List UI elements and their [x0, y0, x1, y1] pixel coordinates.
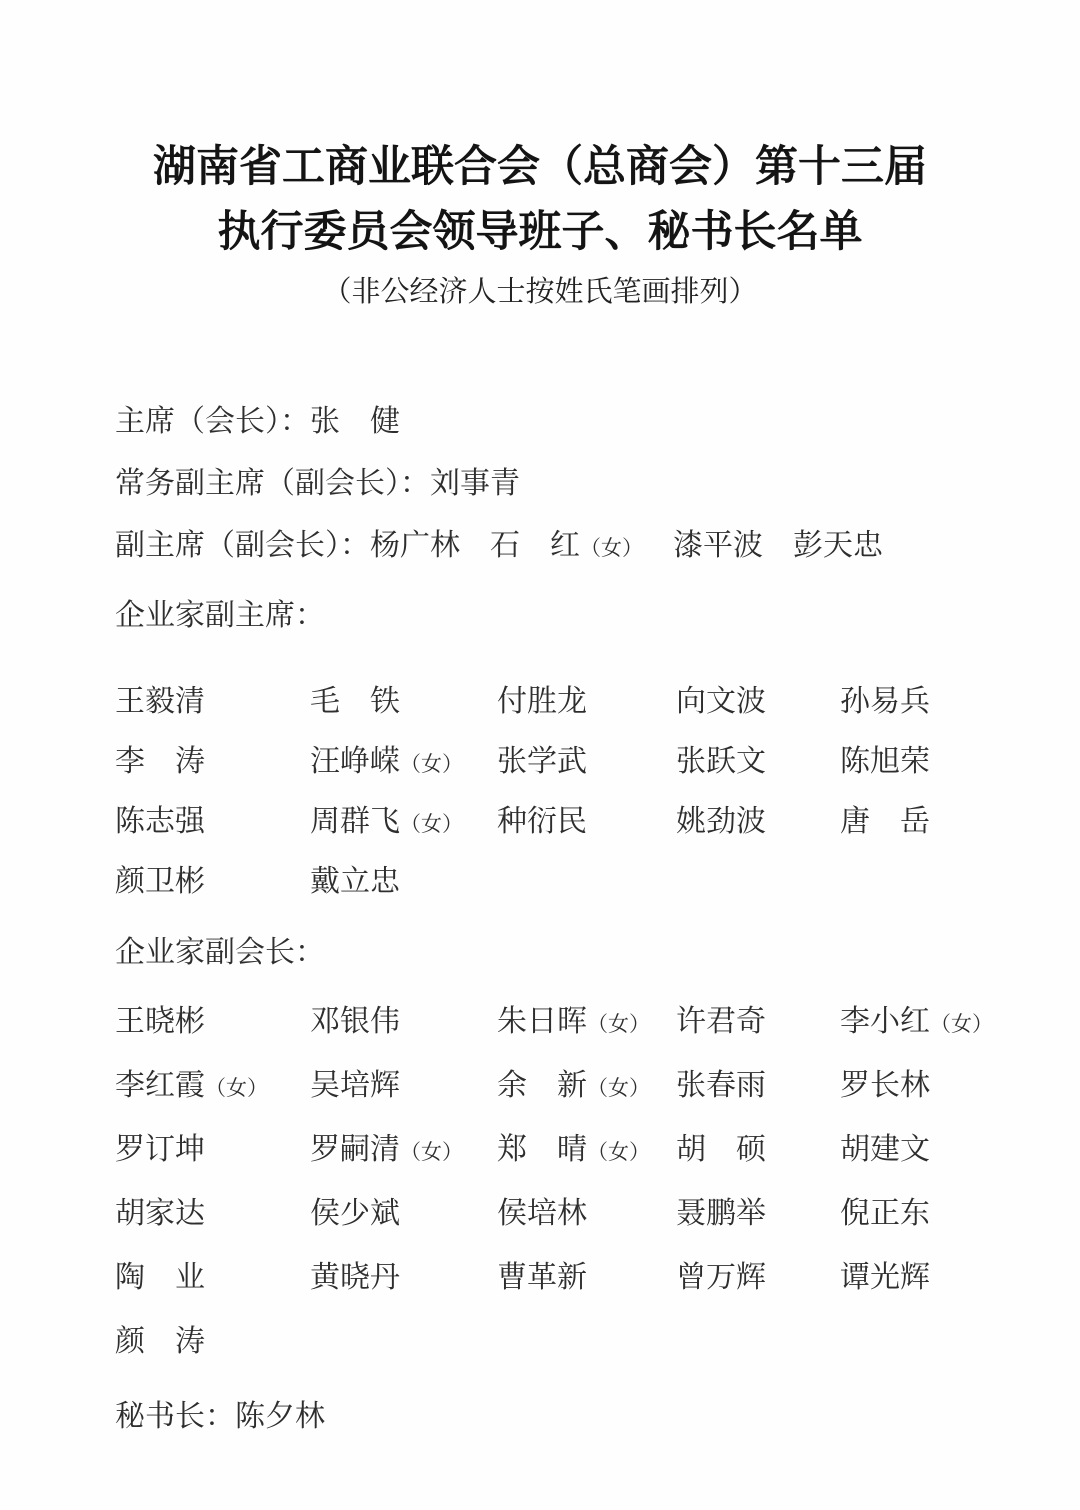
title-line-1: 湖南省工商业联合会（总商会）第十三届 — [153, 143, 927, 191]
title-line-2: 执行委员会领导班子、秘书长名单 — [217, 208, 863, 256]
female-marker: （女） — [400, 752, 463, 776]
role-label: 副主席（副会长）： — [115, 529, 370, 562]
person-name: 张 健 — [310, 405, 400, 438]
female-marker: （女） — [587, 1140, 650, 1164]
female-marker: （女） — [205, 1076, 268, 1100]
person-name: 陈志强 — [115, 805, 205, 838]
secretary-general-name: 陈夕林 — [235, 1400, 325, 1433]
person-name: 张春雨 — [676, 1069, 766, 1102]
name-row — [115, 1306, 1020, 1370]
person-name: 汪峥嵘（女） — [310, 745, 463, 778]
name-row — [115, 986, 1020, 1050]
person-name: 向文波 — [676, 685, 766, 718]
female-marker: （女） — [930, 1012, 993, 1036]
person-name: 罗订坤 — [115, 1133, 205, 1166]
person-name: 曹革新 — [497, 1261, 587, 1294]
person-name: 李红霞（女） — [115, 1069, 268, 1102]
person-name: 郑 晴（女） — [497, 1133, 650, 1166]
document-title — [0, 0, 1080, 265]
female-marker: （女） — [400, 812, 463, 836]
female-marker: （女） — [587, 1076, 650, 1100]
person-name: 王毅清 — [115, 685, 205, 718]
person-name: 陶 业 — [115, 1261, 205, 1294]
person-name: 胡 硕 — [676, 1133, 766, 1166]
person-name: 唐 岳 — [840, 805, 930, 838]
secretary-general-line — [115, 1382, 1020, 1444]
person-name: 邓银伟 — [310, 1005, 400, 1038]
person-name: 罗长林 — [840, 1069, 930, 1102]
person-name: 朱日晖（女） — [497, 1005, 650, 1038]
person-name: 漆平波 — [673, 529, 763, 562]
role-label: 主席（会长）： — [115, 405, 310, 438]
secretary-general-label: 秘书长： — [115, 1400, 235, 1433]
name-row — [115, 1242, 1020, 1306]
person-name: 许君奇 — [676, 1005, 766, 1038]
female-marker: （女） — [580, 536, 643, 560]
roles-block — [115, 387, 1020, 573]
name-row — [115, 1178, 1020, 1242]
name-grid-entrepreneur-vice-chairmen — [115, 668, 1020, 908]
person-name: 付胜龙 — [497, 685, 587, 718]
name-row — [115, 1114, 1020, 1178]
person-name: 杨广林 — [370, 529, 460, 562]
female-marker: （女） — [400, 1140, 463, 1164]
name-row — [115, 788, 1020, 848]
person-name: 戴立忠 — [310, 865, 400, 898]
person-name: 陈旭荣 — [840, 745, 930, 778]
person-name: 姚劲波 — [676, 805, 766, 838]
role-line-vice-chairmen — [115, 511, 1020, 573]
person-name: 谭光辉 — [840, 1261, 930, 1294]
document-subtitle: （非公经济人士按姓氏笔画排列） — [322, 276, 758, 308]
person-name: 种衍民 — [497, 805, 587, 838]
section-heading-entrepreneur-vice-chairmen: 企业家副主席： — [115, 599, 325, 632]
person-name: 李小红（女） — [840, 1005, 993, 1038]
role-line-executive-vice-chairman — [115, 449, 1020, 511]
person-name: 侯培林 — [497, 1197, 587, 1230]
person-name: 张跃文 — [676, 745, 766, 778]
person-name: 颜 涛 — [115, 1325, 205, 1358]
name-row — [115, 728, 1020, 788]
name-row — [115, 668, 1020, 728]
person-name: 王晓彬 — [115, 1005, 205, 1038]
person-name: 彭天忠 — [793, 529, 883, 562]
person-name: 石 红（女） — [490, 529, 643, 562]
person-name: 颜卫彬 — [115, 865, 205, 898]
person-name: 聂鹏举 — [676, 1197, 766, 1230]
name-grid-entrepreneur-vice-presidents — [115, 986, 1020, 1370]
person-name: 周群飞（女） — [310, 805, 463, 838]
person-name: 侯少斌 — [310, 1197, 400, 1230]
person-name: 李 涛 — [115, 745, 205, 778]
person-name: 吴培辉 — [310, 1069, 400, 1102]
person-name: 倪正东 — [840, 1197, 930, 1230]
role-line-chairman — [115, 387, 1020, 449]
person-name: 胡建文 — [840, 1133, 930, 1166]
person-name: 张学武 — [497, 745, 587, 778]
role-label: 常务副主席（副会长）： — [115, 467, 430, 500]
section-heading-entrepreneur-vice-presidents: 企业家副会长： — [115, 936, 325, 969]
person-name: 孙易兵 — [840, 685, 930, 718]
person-name: 刘事青 — [430, 467, 520, 500]
person-name: 曾万辉 — [676, 1261, 766, 1294]
person-name: 黄晓丹 — [310, 1261, 400, 1294]
name-row — [115, 848, 1020, 908]
person-name: 胡家达 — [115, 1197, 205, 1230]
name-row — [115, 1050, 1020, 1114]
person-name: 余 新（女） — [497, 1069, 650, 1102]
person-name: 罗嗣清（女） — [310, 1133, 463, 1166]
person-name: 毛 铁 — [310, 685, 400, 718]
female-marker: （女） — [587, 1012, 650, 1036]
